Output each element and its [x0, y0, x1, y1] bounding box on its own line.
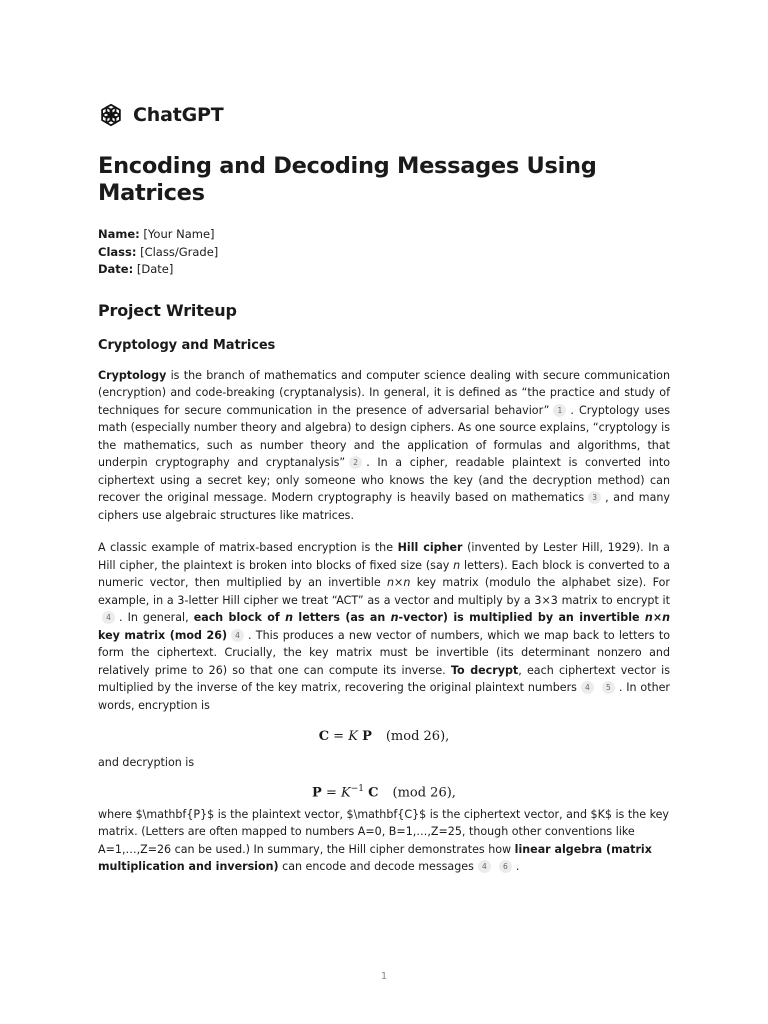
eq-equals: =	[321, 784, 341, 800]
paragraph-hill-cipher	[98, 539, 670, 714]
text-run: where $\mathbf{P}$ is the plaintext vector, $\mathbf{C}$ is the ciphertext vector, and $K$ is the key matrix. (Letters are often mapped to numbers A=0, B=1,…,Z=25, though other conventions like A=1,…,Z=26 can be used.) In summary, the Hill cipher demonstrates how	[98, 807, 669, 856]
term-hill-cipher: Hill cipher	[397, 541, 463, 554]
term-linear-algebra: linear algebra (matrix multiplication and inversion)	[98, 842, 652, 873]
meta-name	[98, 226, 670, 244]
meta-name-label: Name:	[98, 227, 140, 241]
var-n: n	[285, 611, 294, 624]
text-run: can encode and decode messages	[278, 860, 474, 873]
meta-date-label: Date:	[98, 262, 134, 276]
var-nxn: n×n	[387, 576, 411, 589]
eq-symbol-k: K	[341, 784, 351, 800]
document-title: Encoding and Decoding Messages Using Matrices	[98, 153, 597, 206]
meta-date-value: [Date]	[133, 262, 174, 276]
citation-badge[interactable]: 5	[602, 681, 615, 694]
paragraph-cryptology	[98, 367, 670, 525]
eq-equals: =	[329, 729, 349, 744]
text-run: letters (as an	[293, 611, 391, 624]
meta-class-label: Class:	[98, 244, 137, 259]
text-run: -vector) is multiplied by an invertible	[398, 611, 645, 624]
text-run: . In general,	[119, 611, 194, 624]
eq-mod: (mod 26),	[385, 729, 450, 744]
var-nxn: n×n	[644, 611, 671, 624]
citation-badge[interactable]: 4	[478, 860, 491, 873]
equation-decryption	[98, 772, 670, 806]
text-run: , each ciphertext vector is multiplied by the inverse of the key matrix, recovering the original plaintext numbers	[98, 663, 670, 694]
section-title: Project Writeup	[98, 300, 237, 320]
meta-class-value: [Class/Grade]	[136, 244, 219, 259]
page-number: 1	[380, 971, 388, 982]
text-run: . In other words, encryption is	[98, 681, 670, 712]
eq-symbol-c: C	[318, 729, 330, 744]
var-n: n	[453, 558, 461, 572]
citation-badge[interactable]: 6	[499, 860, 512, 873]
text-run: . Cryptology uses math (especially number theory and algebra) to design ciphers. As one source explains, “cryptology is the mathematics, such as number theory and the application of formulas and algorithms, that underpin cryptography and cryptanalysis”	[98, 403, 670, 469]
text-run: (invented by Lester Hill, 1929). In a Hill cipher, the plaintext is broken into blocks of fixed size (say	[98, 541, 670, 572]
text-run: key matrix (mod 26)	[98, 628, 228, 642]
meta-class	[98, 244, 670, 262]
term-to-decrypt: To decrypt	[450, 663, 519, 677]
paragraph-summary	[98, 806, 670, 876]
text-run: . This produces a new vector of numbers, which we map back to letters to form the ciphertext. Crucially, the key matrix must be invertible (its determinant nonzero and relatively prime to 26) so that one can compute its inverse.	[98, 628, 670, 677]
citation-badge[interactable]: 4	[231, 629, 244, 642]
openai-logo-icon	[98, 102, 124, 128]
text-run: letters). Each block is converted to a numeric vector, then multiplied by an invertible	[98, 558, 670, 589]
citation-badge[interactable]: 1	[553, 404, 566, 417]
term-cryptology: Cryptology	[98, 368, 167, 382]
eq-symbol-c: C	[368, 784, 379, 800]
text-run: . In a cipher, readable plaintext is converted into ciphertext using a secret key; only someone who knows the key (and the decryption method) can recover the original message. Modern cryptography is heavily based on mathematics	[98, 456, 670, 504]
text-run: , and many ciphers use algebraic structures like matrices.	[98, 491, 670, 522]
eq-inverse-exponent: −1	[350, 783, 364, 794]
citation-badge[interactable]: 3	[588, 491, 601, 504]
eq-symbol-p: P	[312, 784, 322, 800]
eq-symbol-k: K	[348, 729, 358, 744]
paragraph-decryption-intro: and decryption is	[98, 756, 195, 769]
eq-mod: (mod 26),	[392, 784, 456, 800]
citation-badge[interactable]: 4	[102, 611, 115, 624]
subsection-title: Cryptology and Matrices	[98, 337, 276, 353]
eq-symbol-p: P	[362, 729, 372, 744]
brand-name: ChatGPT	[133, 104, 224, 126]
equation-encryption	[98, 720, 670, 754]
text-run: .	[515, 860, 520, 873]
brand-header	[98, 100, 670, 130]
meta-name-value: [Your Name]	[139, 227, 215, 241]
text-run: key matrix (modulo the alphabet size). For example, in a 3-letter Hill cipher we treat “ACT” as a vector and multiply by a 3×3 matrix to encrypt it	[98, 576, 670, 607]
citation-badge[interactable]: 4	[581, 681, 594, 694]
document-page	[98, 100, 670, 876]
citation-badge[interactable]: 2	[349, 456, 362, 469]
meta-block	[98, 226, 670, 279]
text-run: is the branch of mathematics and computer science dealing with secure communication (encryption) and code-breaking (cryptanalysis). In general, it is defined as “the practice and study of techniques for secure communication in the presence of adversarial behavior”	[98, 368, 670, 417]
text-run: A classic example of matrix-based encryption is the	[98, 541, 398, 554]
var-n: n	[390, 611, 399, 624]
meta-date	[98, 261, 670, 279]
text-run: each block of	[193, 611, 286, 624]
